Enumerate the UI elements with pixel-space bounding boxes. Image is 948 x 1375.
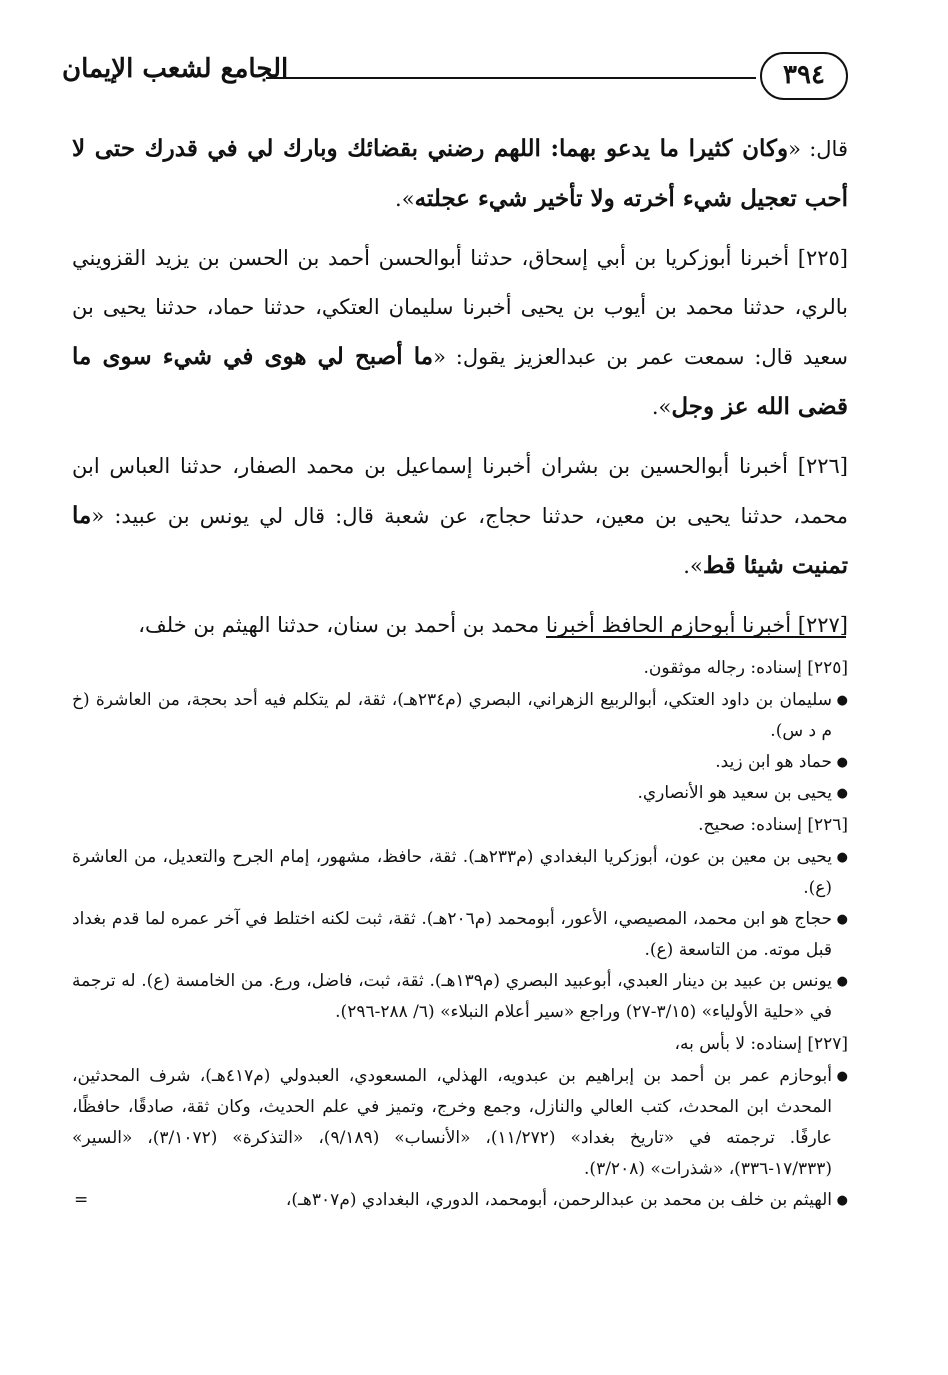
para-end: ». [651,395,672,419]
header-rule [266,77,756,79]
main-text [72,124,848,660]
footnote-heading-225: [٢٢٥] إسناده: رجاله موثقون. [643,658,848,678]
footnote-text: سليمان بن داود العتكي، أبوالربيع الزهراني، البصري (م٢٣٤هـ)، ثقة، لم يتكلم فيه أحد بحجة، من العاشرة (خ م د س). [72,690,832,741]
paragraph-hadith-226 [72,442,848,591]
running-title: الجامع لشعب الإيمان [62,54,289,84]
bullet-icon: ● [836,755,848,770]
footnote-item [72,778,848,809]
footnote-item [72,842,848,904]
footnote-separator [546,636,846,638]
continuation-mark: = [74,1190,89,1210]
paragraph-quote [72,124,848,224]
footnote-text: حجاج هو ابن محمد، المصيصي، الأعور، أبومحمد (م٢٠٦هـ). ثقة، ثبت لكنه اختلط في آخر عمره لما قدم بغداد قبل موته. من التاسعة (ع). [72,909,832,960]
bullet-icon: ● [836,786,848,801]
bullet-icon: ● [836,850,848,865]
para-text: [٢٢٥] أخبرنا أبوزكريا بن أبي إسحاق، حدثنا أبوالحسن أحمد بن الحسن بن يزيد القزويني بالري، حدثنا محمد بن أيوب بن يحيى أخبرنا سليمان العتكي، حدثنا حماد، حدثنا يحيى بن سعيد قال: سمعت عمر بن عبدالعزيز يقول: « [72,246,848,369]
footnote-item [72,685,848,747]
para-quote-bold: ما أصبح لي هوى في شيء سوى ما قضى الله عز وجل [72,343,848,420]
footnote-text: أبوحازم عمر بن أحمد بن إبراهيم بن عبدويه، الهذلي، المسعودي، العبدولي (م٤١٧هـ)، شرف المحدثين، المحدث ابن المحدث، كتب العالي والنازل، وجمع وخرج، وتميز في علم الحديث، وكان ثقة، صادقًا، حافظًا، عارفًا. ترجمته في «تاريخ بغداد» (١١/٢٧٢)، «الأنساب» (٩/١٨٩)، «التذكرة» (٣/١٠٧٢)، «السير» (١٧/٣٣٣-٣٣٦)، «شذرات» (٣/٢٠٨). [72,1066,832,1179]
footnote-text: يحيى بن سعيد هو الأنصاري. [637,783,832,803]
para-end: ». [395,187,415,211]
footnote-item [72,1061,848,1185]
bullet-icon: ● [836,1193,848,1208]
para-quote-bold: وكان كثيرا ما يدعو بهما: اللهم رضني بقضائك وبارك لي في قدرك حتى لا أحب تعجيل شيء أخرته ولا تأخير شيء عجلته [72,135,848,212]
bullet-icon: ● [836,1069,848,1084]
footnote-heading-226: [٢٢٦] إسناده: صحيح. [698,815,848,835]
bullet-icon: ● [836,974,848,989]
page-number: ٣٩٤ [760,52,848,100]
page-header [62,52,848,104]
para-text: [٢٢٦] أخبرنا أبوالحسين بن بشران أخبرنا إسماعيل بن محمد الصفار، حدثنا العباس ابن محمد، حدثنا يحيى بن معين، حدثنا حجاج، عن شعبة قال: قال لي يونس بن عبيد: « [72,454,848,528]
footnote-item [72,747,848,778]
paragraph-hadith-225 [72,234,848,432]
footnote-text: يونس بن عبيد بن دينار العبدي، أبوعبيد البصري (م١٣٩هـ). ثقة، ثبت، فاضل، ورع. من الخامسة (ع). له ترجمة في «حلية الأولياء» (٣/١٥-٢٧) وراجع «سير أعلام النبلاء» (٦/ ٢٨٨-٢٩٦). [72,971,832,1022]
para-quote-bold: ما تمنيت شيئا قط [72,502,848,579]
bullet-icon: ● [836,693,848,708]
para-intro: قال: « [788,137,848,161]
footnotes [72,652,848,1216]
footnote-item [72,1185,848,1216]
footnote-text: يحيى بن معين بن عون، أبوزكريا البغدادي (م٢٣٣هـ). ثقة، حافظ، مشهور، إمام الجرح والتعديل، من العاشرة (ع). [72,847,832,898]
footnote-text: الهيثم بن خلف بن محمد بن عبدالرحمن، أبومحمد، الدوري، البغدادي (م٣٠٧هـ)، [285,1190,832,1210]
footnote-text: حماد هو ابن زيد. [715,752,832,772]
bullet-icon: ● [836,912,848,927]
footnote-item [72,904,848,966]
para-text: [٢٢٧] أخبرنا أبوحازم الحافظ أخبرنا محمد بن أحمد بن سنان، حدثنا الهيثم بن خلف، [138,613,848,637]
footnote-item [72,966,848,1028]
footnote-heading-227: [٢٢٧] إسناده: لا بأس به، [674,1034,848,1054]
para-end: ». [683,554,703,578]
paragraph-hadith-227 [72,601,848,650]
